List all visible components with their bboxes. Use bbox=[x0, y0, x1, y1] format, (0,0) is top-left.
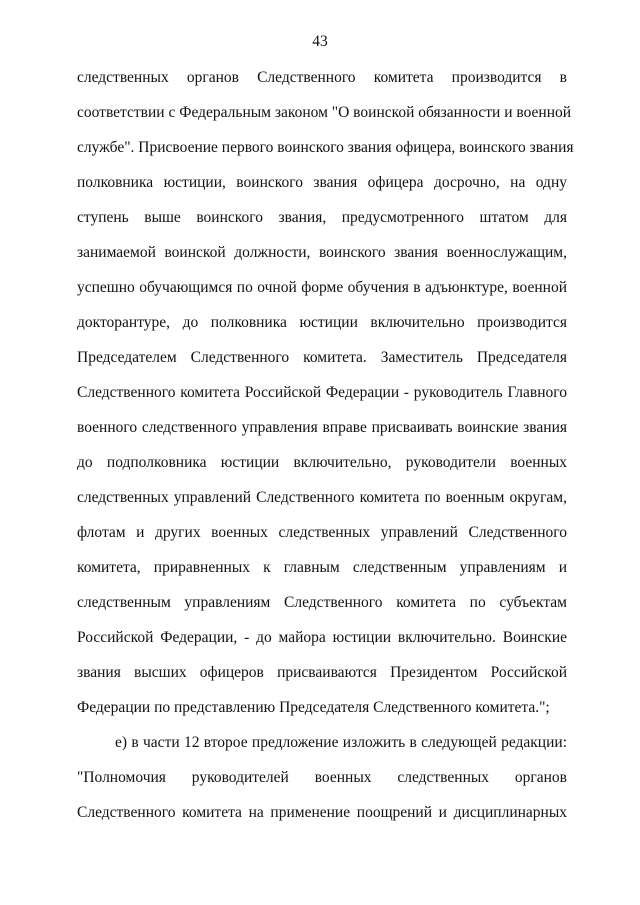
text-line: службе". Присвоение первого воинского звания офицера, воинского звания bbox=[77, 139, 574, 156]
text-line: Следственного комитета Российской Федерации - руководитель Главного bbox=[77, 384, 567, 401]
paragraph-first-line: е) в части 12 второе предложение изложить в следующей редакции: bbox=[115, 734, 567, 751]
text-line: следственных органов Следственного комитета производится в bbox=[77, 69, 567, 86]
page-number: 43 bbox=[312, 33, 328, 50]
text-line: до подполковника юстиции включительно, руководители военных bbox=[77, 454, 567, 471]
text-line: занимаемой воинской должности, воинского звания военнослужащим, bbox=[77, 244, 567, 261]
text-line: Следственного комитета на применение поощрений и дисциплинарных bbox=[77, 804, 567, 821]
text-line: успешно обучающимся по очной форме обучения в адъюнктуре, военной bbox=[77, 279, 567, 296]
text-line: полковника юстиции, воинского звания офицера досрочно, на одну bbox=[77, 174, 567, 191]
text-line: соответствии с Федеральным законом "О воинской обязанности и военной bbox=[77, 104, 572, 121]
text-line: флотам и других военных следственных управлений Следственного bbox=[77, 524, 567, 541]
text-line: докторантуре, до полковника юстиции включительно производится bbox=[77, 314, 567, 331]
text-line: следственных управлений Следственного комитета по военным округам, bbox=[77, 489, 567, 506]
text-line: следственным управлениям Следственного комитета по субъектам bbox=[77, 594, 567, 611]
text-line: "Полномочия руководителей военных следственных органов bbox=[77, 769, 567, 786]
text-line: Российской Федерации, - до майора юстиции включительно. Воинские bbox=[77, 629, 567, 646]
text-line: звания высших офицеров присваиваются Президентом Российской bbox=[77, 664, 567, 681]
text-line: военного следственного управления вправе присваивать воинские звания bbox=[77, 419, 567, 436]
text-line: Председателем Следственного комитета. Заместитель Председателя bbox=[77, 349, 567, 366]
text-line: ступень выше воинского звания, предусмотренного штатом для bbox=[77, 209, 567, 226]
text-line: Федерации по представлению Председателя Следственного комитета."; bbox=[77, 699, 550, 716]
text-line: комитета, приравненных к главным следственным управлениям и bbox=[77, 559, 567, 576]
